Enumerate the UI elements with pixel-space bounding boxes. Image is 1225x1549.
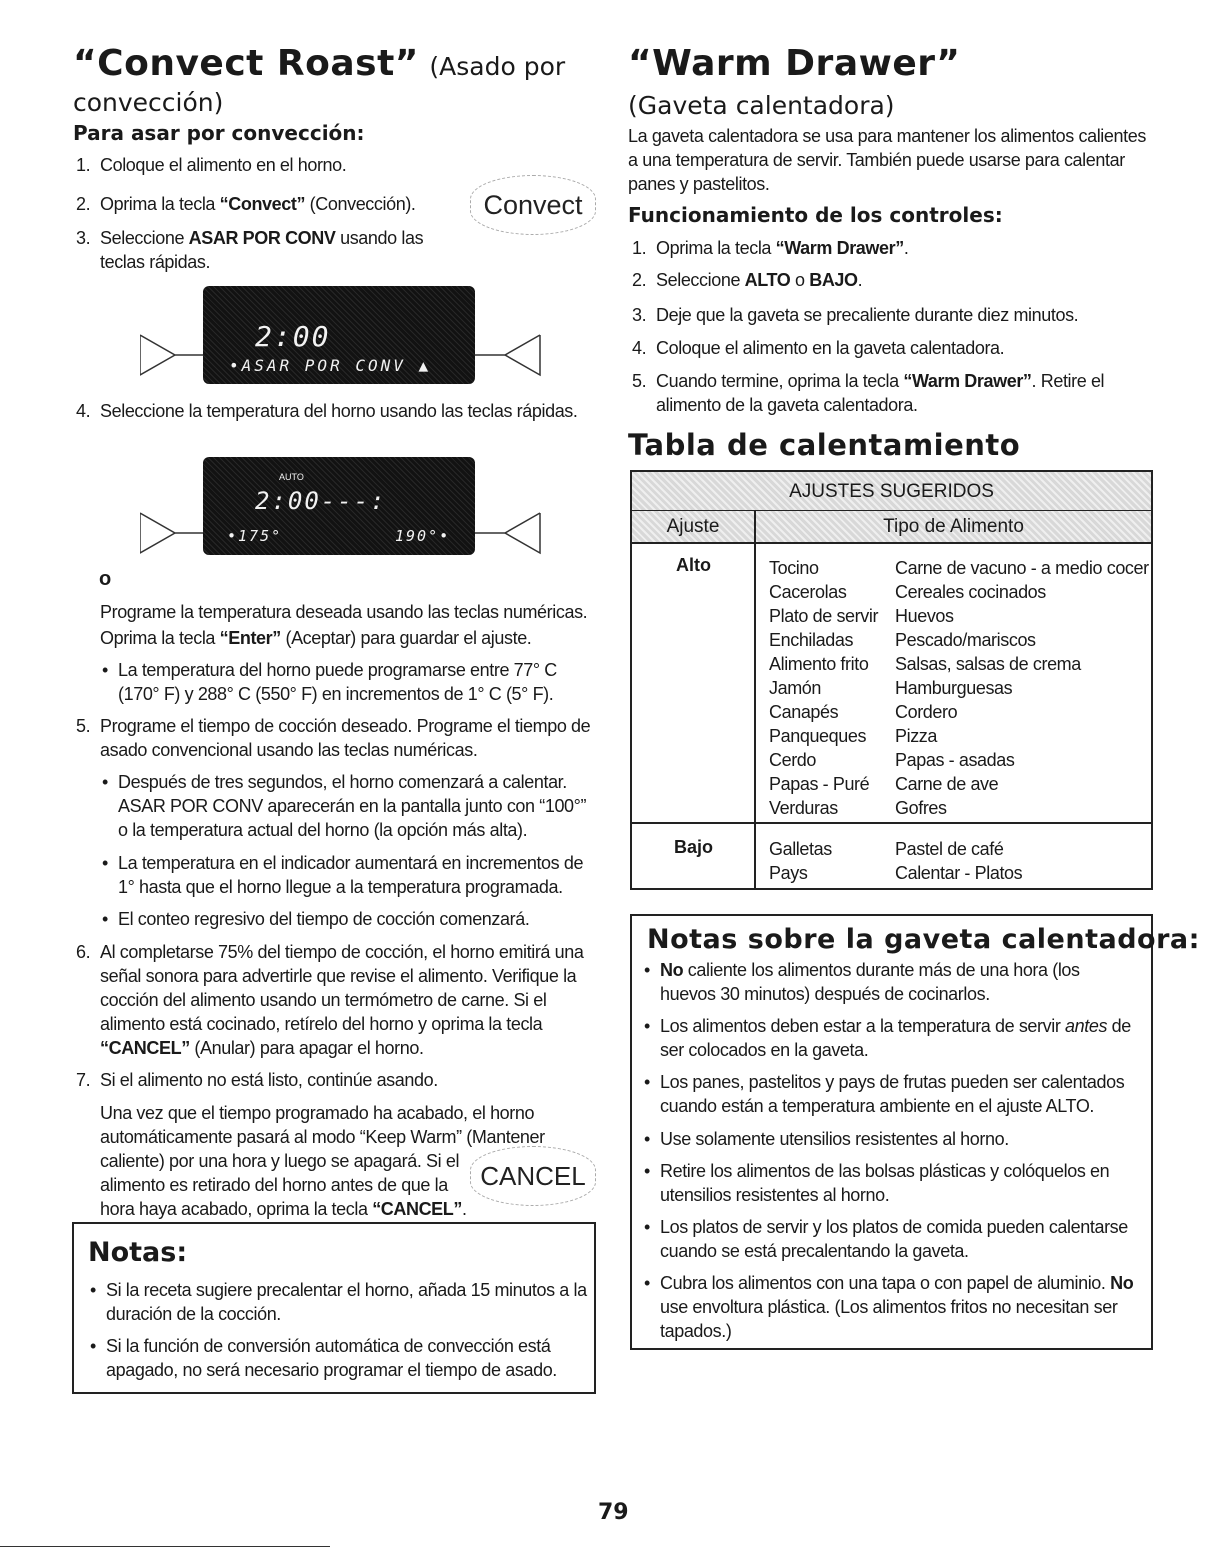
left-step-6: 6. Al completarse 75% del tiempo de cocción, el horno emitirá una bbox=[76, 942, 584, 962]
left-step-3: 3. Seleccione ASAR POR CONV usando las bbox=[76, 228, 424, 248]
left-step-6-3: cocción del alimento usando un termómetro de carne. Si el bbox=[100, 990, 547, 1010]
drawer-notes-title: Notas sobre la gaveta calentadora: bbox=[647, 924, 1200, 955]
right-step-3: 3. Deje que la gaveta se precaliente durante diez minutos. bbox=[632, 305, 1079, 325]
bottom-rule bbox=[0, 1546, 330, 1547]
left-step-7: 7. Si el alimento no está listo, continúe asando. bbox=[76, 1070, 438, 1090]
para-7-3: caliente) por una hora y luego se apagará. Si el bbox=[100, 1151, 460, 1171]
alto-food-item: Papas - asadas bbox=[895, 750, 1015, 770]
bajo-food-item: Calentar - Platos bbox=[895, 863, 1023, 883]
alto-food-item: Verduras bbox=[769, 798, 838, 818]
para-1-line-1: Programe la temperatura deseada usando las teclas numéricas. bbox=[100, 602, 588, 622]
drawer-note-7-cont-2: tapados.) bbox=[660, 1321, 732, 1341]
alto-food-item: Papas - Puré bbox=[769, 774, 870, 794]
notes-bullet-2-cont: apagado, no será necesario programar el tiempo de asado. bbox=[106, 1360, 557, 1380]
bullet-5b: • La temperatura en el indicador aumentará en incrementos de bbox=[118, 851, 583, 875]
page-number: 79 bbox=[598, 1500, 629, 1525]
convect-roast-title: “Convect Roast” bbox=[73, 43, 419, 84]
bajo-food-item: Pastel de café bbox=[895, 839, 1004, 859]
right-step-5-cont: alimento de la gaveta calentadora. bbox=[656, 395, 918, 415]
bajo-col-2 bbox=[895, 837, 1022, 885]
drawer-note-3: • Los panes, pastelitos y pays de frutas pueden ser calentados bbox=[660, 1070, 1124, 1094]
alto-col-2 bbox=[895, 556, 1149, 820]
table-col-divider bbox=[754, 542, 756, 888]
alto-food-item: Cereales cocinados bbox=[895, 582, 1046, 602]
left-step-4: 4. Seleccione la temperatura del horno usando las teclas rápidas. bbox=[76, 401, 578, 421]
alto-food-item: Salsas, salsas de crema bbox=[895, 654, 1081, 674]
warm-drawer-subtitle: (Gaveta calentadora) bbox=[628, 91, 895, 120]
bajo-col-1 bbox=[769, 837, 832, 885]
drawer-note-7: • Cubra los alimentos con una tapa o con papel de aluminio. No bbox=[660, 1271, 1133, 1295]
bullet-5a-3: o la temperatura actual del horno (la opción más alta). bbox=[118, 820, 528, 840]
drawer-note-5-cont: utensilios resistentes al horno. bbox=[660, 1185, 890, 1205]
alto-food-item: Canapés bbox=[769, 702, 839, 722]
lcd-2-auto: AUTO bbox=[279, 472, 304, 482]
left-step-6-4: alimento está cocinado, retírelo del horno y oprima la tecla bbox=[100, 1014, 543, 1034]
table-header-setting: Ajuste bbox=[630, 510, 756, 544]
left-step-2: 2. Oprima la tecla “Convect” (Convección). bbox=[76, 194, 416, 214]
bullet-5c: • El conteo regresivo del tiempo de cocción comenzará. bbox=[118, 907, 529, 931]
drawer-note-2-cont: ser colocados en la gaveta. bbox=[660, 1040, 869, 1060]
left-step-5: 5. Programe el tiempo de cocción deseado. Programe el tiempo de bbox=[76, 716, 591, 736]
drawer-note-3-cont: cuando están a temperatura ambiente en el ajuste ALTO. bbox=[660, 1096, 1095, 1116]
drawer-note-6: • Los platos de servir y los platos de comida pueden calentarse bbox=[660, 1215, 1128, 1239]
para-1-line-2: Oprima la tecla “Enter” (Aceptar) para guardar el ajuste. bbox=[100, 628, 532, 648]
drawer-note-1: • No caliente los alimentos durante más de una hora (los bbox=[660, 958, 1080, 982]
left-step-6-2: señal sonora para advertirle que revise el alimento. Verifique la bbox=[100, 966, 577, 986]
convect-key[interactable]: Convect bbox=[470, 175, 596, 235]
alto-food-item: Enchiladas bbox=[769, 630, 854, 650]
alto-label: Alto bbox=[676, 555, 711, 575]
alto-food-item: Cordero bbox=[895, 702, 958, 722]
alto-food-item: Panqueques bbox=[769, 726, 867, 746]
alto-food-item: Pizza bbox=[895, 726, 938, 746]
bullet-5b-2: 1° hasta que el horno llegue a la temperatura programada. bbox=[118, 877, 563, 897]
intro-2: a una temperatura de servir. También puede usarse para calentar bbox=[628, 150, 1125, 170]
bullet-temperature-cont: (170° F) y 288° C (550° F) en incrementos de 1° C (5° F). bbox=[118, 684, 554, 704]
para-7-1: Una vez que el tiempo programado ha acabado, el horno bbox=[100, 1103, 535, 1123]
para-7-5: hora haya acabado, oprima la tecla “CANCEL”. bbox=[100, 1199, 467, 1219]
alto-food-item: Cacerolas bbox=[769, 582, 847, 602]
convect-roast-title-es-2: convección) bbox=[73, 88, 224, 117]
drawer-note-4: • Use solamente utensilios resistentes al horno. bbox=[660, 1127, 1009, 1151]
bullet-5a-2: ASAR POR CONV aparecerán en la pantalla junto con “100°” bbox=[118, 796, 587, 816]
para-7-2: automáticamente pasará al modo “Keep Warm” (Mantener bbox=[100, 1127, 545, 1147]
left-step-3-cont: teclas rápidas. bbox=[100, 252, 211, 272]
para-7-4: alimento es retirado del horno antes de que la bbox=[100, 1175, 448, 1195]
lcd-1-time: 2:00 bbox=[255, 320, 331, 353]
table-header-top: AJUSTES SUGERIDOS bbox=[630, 470, 1153, 510]
intro-3: panes y pastelitos. bbox=[628, 174, 770, 194]
right-step-5: 5. Cuando termine, oprima la tecla “Warm Drawer”. Retire el bbox=[632, 371, 1105, 391]
or-label: o bbox=[99, 568, 112, 590]
alto-food-item: Gofres bbox=[895, 798, 947, 818]
bajo-food-item: Pays bbox=[769, 863, 808, 883]
notes-bullet-1-cont: duración de la cocción. bbox=[106, 1304, 281, 1324]
left-title bbox=[73, 44, 565, 84]
lcd-1-label: •ASAR POR CONV ▲ bbox=[229, 356, 432, 375]
alto-food-item: Plato de servir bbox=[769, 606, 879, 626]
bajo-food-item: Galletas bbox=[769, 839, 832, 859]
alto-food-item: Pescado/mariscos bbox=[895, 630, 1036, 650]
warm-drawer-title: “Warm Drawer” bbox=[628, 43, 961, 84]
right-step-1: 1. Oprima la tecla “Warm Drawer”. bbox=[632, 238, 909, 258]
alto-col-1 bbox=[769, 556, 878, 820]
notes-bullet-1: • Si la receta sugiere precalentar el horno, añada 15 minutos a la bbox=[106, 1278, 587, 1302]
convect-roast-title-es: (Asado por bbox=[429, 52, 566, 81]
alto-food-item: Cerdo bbox=[769, 750, 817, 770]
alto-food-item: Hamburguesas bbox=[895, 678, 1013, 698]
drawer-note-1-cont: huevos 30 minutos) después de cocinarlos. bbox=[660, 984, 990, 1004]
left-step-5-cont: asado convencional usando las teclas numéricas. bbox=[100, 740, 478, 760]
alto-food-item: Huevos bbox=[895, 606, 954, 626]
left-step-1: 1. Coloque el alimento en el horno. bbox=[76, 155, 347, 175]
alto-food-item: Carne de ave bbox=[895, 774, 999, 794]
convect-roast-subtitle: Para asar por convección: bbox=[73, 121, 365, 145]
alto-food-item: Carne de vacuno - a medio cocer bbox=[895, 558, 1149, 578]
intro-1: La gaveta calentadora se usa para mantener los alimentos calientes bbox=[628, 126, 1146, 146]
controls-title: Funcionamiento de los controles: bbox=[628, 203, 1003, 227]
lcd-2-right-temp: 190°• bbox=[395, 527, 451, 545]
lcd-display-2 bbox=[203, 457, 475, 555]
lcd-2-time: 2:00---: bbox=[255, 487, 387, 515]
notes-title: Notas: bbox=[88, 1237, 188, 1268]
drawer-note-7-cont: use envoltura plástica. (Los alimentos fritos no necesitan ser bbox=[660, 1297, 1118, 1317]
alto-food-item: Tocino bbox=[769, 558, 819, 578]
alto-food-item: Alimento frito bbox=[769, 654, 869, 674]
lcd-display-1 bbox=[203, 286, 475, 384]
table-row-divider bbox=[630, 822, 1153, 824]
notes-bullet-2: • Si la función de conversión automática de convección está bbox=[106, 1334, 550, 1358]
right-step-2: 2. Seleccione ALTO o BAJO. bbox=[632, 270, 863, 290]
bullet-temperature: • La temperatura del horno puede programarse entre 77° C bbox=[118, 658, 557, 682]
drawer-note-2: • Los alimentos deben estar a la temperatura de servir antes de bbox=[660, 1014, 1131, 1038]
table-header-food: Tipo de Alimento bbox=[754, 510, 1153, 544]
alto-food-item: Jamón bbox=[769, 678, 822, 698]
cancel-key[interactable]: CANCEL bbox=[470, 1146, 596, 1206]
bajo-label: Bajo bbox=[674, 837, 714, 857]
drawer-note-6-cont: cuando se está precalentando la gaveta. bbox=[660, 1241, 969, 1261]
bullet-5a: • Después de tres segundos, el horno comenzará a calentar. bbox=[118, 770, 567, 794]
right-step-4: 4. Coloque el alimento en la gaveta calentadora. bbox=[632, 338, 1005, 358]
drawer-note-5: • Retire los alimentos de las bolsas plásticas y colóquelos en bbox=[660, 1159, 1109, 1183]
lcd-2-left-temp: •175° bbox=[227, 527, 283, 545]
left-step-6-5: “CANCEL” (Anular) para apagar el horno. bbox=[100, 1038, 424, 1058]
table-title: Tabla de calentamiento bbox=[628, 428, 1021, 462]
